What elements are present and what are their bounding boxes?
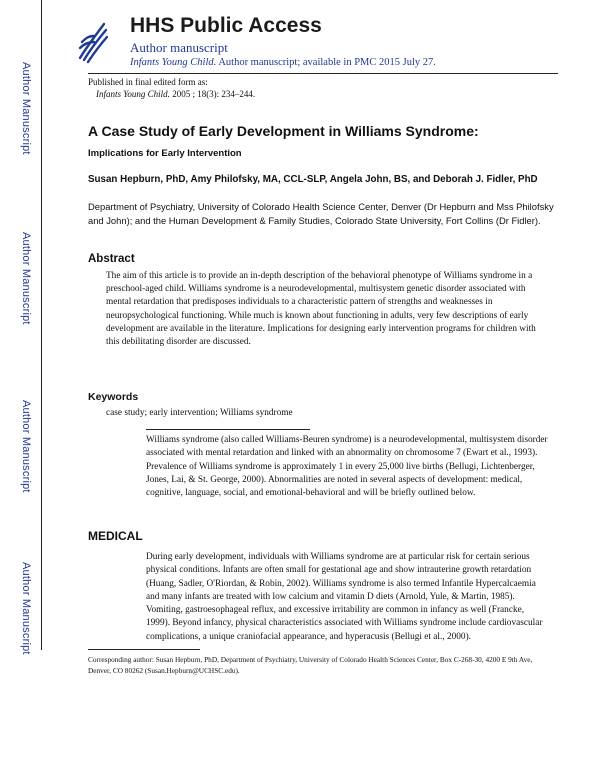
header-divider xyxy=(88,73,558,74)
keywords-heading: Keywords xyxy=(88,391,139,403)
availability-text: Author manuscript; available in PMC 2015 July 27. xyxy=(218,57,436,68)
page-title: HHS Public Access xyxy=(130,14,322,37)
sidebar-label: Author Manuscript xyxy=(20,562,32,655)
keywords-divider xyxy=(146,429,310,430)
journal-name: Infants Young Child. xyxy=(130,57,217,68)
intro-paragraph: Williams syndrome (also called Williams-Beuren syndrome) is a neurodevelopmental, multisystem disorder associated with mental retardation and linked with an abnormality on chromosome 7 (Ewart et al., 1993). Prevalence of Williams syndrome is approximately 1 in every 25,000 live births (Bellugi, Lichtenberger, Jones, Lai, & St. George, 2000). Abnormalities are noted in several aspects of development: medical, cognitive, language, social, and emotional-behavioral and will be briefly outlined below. xyxy=(146,435,548,499)
affiliations: Department of Psychiatry, University of Colorado Health Science Center, Denver (Dr Hepburn and Mss Philofsky and John); and the Human Development & Family Studies, Colorado State University, Fort Collins (Dr Fidler). xyxy=(88,201,554,226)
keywords-text: case study; early intervention; Williams syndrome xyxy=(106,408,293,418)
corresponding-author-footnote: Corresponding author: Susan Hepburn, PhD, Department of Psychiatry, University of Colorado Health Sciences Center, Box C-268-30, 4200 E 9th Ave, Denver, CO 80262 (Susan.Hepburn@UCHSC.edu). xyxy=(88,655,533,675)
published-label: Published in final edited form as: xyxy=(88,77,208,87)
hhs-eagle-logo-icon xyxy=(76,18,108,64)
availability-line xyxy=(130,57,436,68)
medical-heading: MEDICAL xyxy=(88,529,143,543)
sidebar-label: Author Manuscript xyxy=(20,400,32,493)
article-subtitle: Implications for Early Intervention xyxy=(88,148,242,159)
sidebar-label: Author Manuscript xyxy=(20,232,32,325)
abstract-text: The aim of this article is to provide an in-depth description of the behavioral phenotype of Williams syndrome in a preschool-aged child. Williams syndrome is a neurodevelopmental, multisystem genetic disorder associated with mental retardation that predisposes individuals to a characteristic pattern of strengths and weaknesses in neuropsychological functioning. While much is known about functioning in adults, very few descriptions of early development are available in the literature. Implications for designing early intervention programs for children with this debilitating disorder are discussed. xyxy=(106,271,536,348)
medical-paragraph: During early development, individuals with Williams syndrome are at particular risk for certain serious physical conditions. Infants are often small for gestational age and show intrauterine growth retardation (Huang, Sadler, O'Riordan, & Robin, 2002). Williams syndrome is also termed Infantile Hypercalcaemia and many infants are treated with low calcium and vitamin D diets (Arnold, Yule, & Martin, 1985). Vomiting, gastroesophageal reflux, and excessive irritability are common in infancy as well (Francke, 1999). Beyond infancy, physical characteristics associated with Williams syndrome include cardiovascular complications, a unique craniofacial appearance, and hyperacusis (Bellugi et al., 2000). xyxy=(146,552,543,642)
footnote-divider xyxy=(88,649,200,650)
author-manuscript-label: Author manuscript xyxy=(130,40,228,55)
article-title: A Case Study of Early Development in Williams Syndrome: xyxy=(88,123,479,139)
author-list: Susan Hepburn, PhD, Amy Philofsky, MA, CCL-SLP, Angela John, BS, and Deborah J. Fidler, PhD xyxy=(88,174,538,185)
citation-details: 2005 ; 18(3): 234–244. xyxy=(172,89,256,99)
sidebar-rule xyxy=(41,0,42,650)
sidebar-label: Author Manuscript xyxy=(20,62,32,155)
citation-journal: Infants Young Child. xyxy=(96,89,170,99)
abstract-heading: Abstract xyxy=(88,253,135,265)
citation-line xyxy=(96,89,255,99)
